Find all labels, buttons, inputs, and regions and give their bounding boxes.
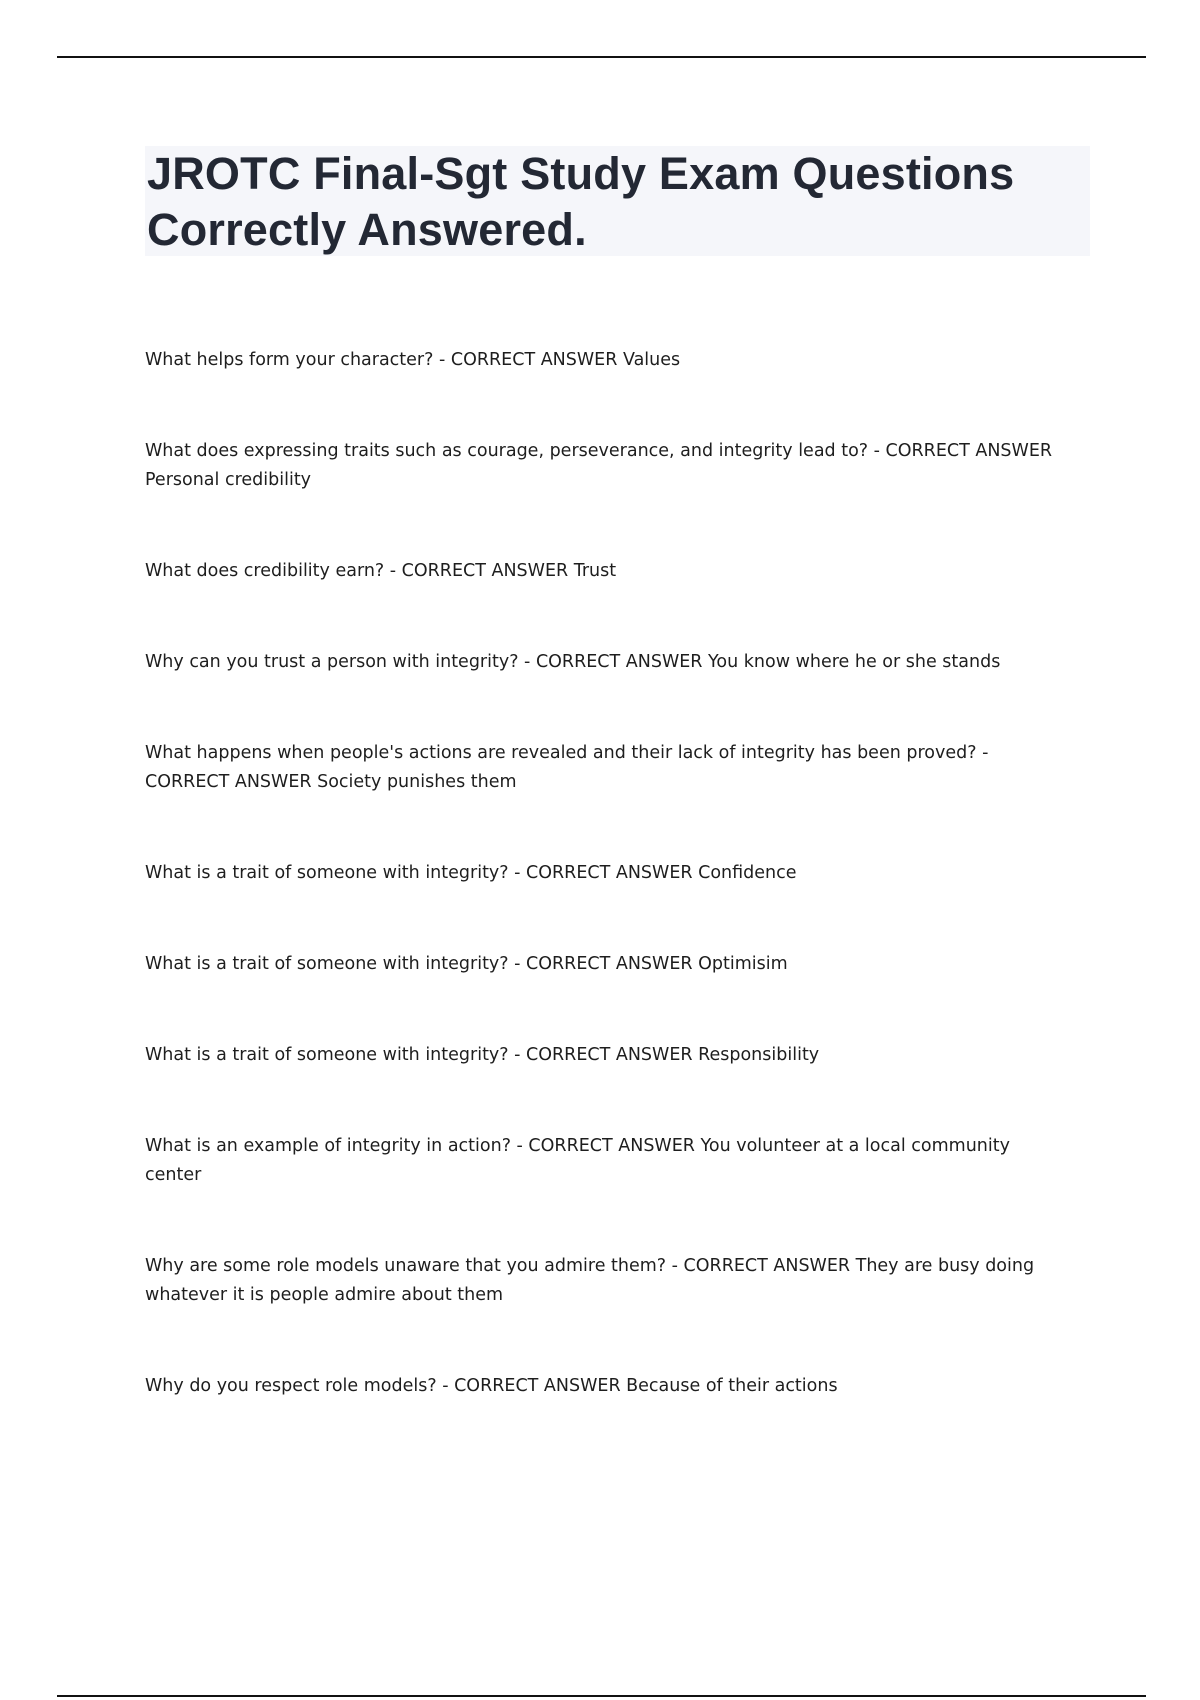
qa-text-line-1: What is an example of integrity in action? - CORRECT ANSWER You volunteer at a local community	[145, 1136, 1010, 1156]
qa-text: Why can you trust a person with integrity? - CORRECT ANSWER You know where he or she stands	[145, 652, 1001, 672]
qa-text-line-2: whatever it is people admire about them	[145, 1285, 504, 1305]
title-line-2: Correctly Answered.	[147, 204, 587, 255]
bottom-rule	[57, 1695, 1146, 1697]
qa-item-3	[145, 557, 1090, 586]
qa-item-7	[145, 950, 1090, 979]
qa-text-line-2: CORRECT ANSWER Society punishes them	[145, 772, 517, 792]
qa-text: Why do you respect role models? - CORRECT ANSWER Because of their actions	[145, 1376, 838, 1396]
qa-text: What is a trait of someone with integrity? - CORRECT ANSWER Optimisim	[145, 954, 788, 974]
qa-text-line-1: What happens when people's actions are revealed and their lack of integrity has been proved? -	[145, 743, 989, 763]
qa-item-1	[145, 346, 1090, 375]
qa-item-8	[145, 1041, 1090, 1070]
qa-text-line-1: Why are some role models unaware that you admire them? - CORRECT ANSWER They are busy doing	[145, 1256, 1035, 1276]
qa-text: What is a trait of someone with integrity? - CORRECT ANSWER Confidence	[145, 863, 797, 883]
title-line-1: JROTC Final-Sgt Study Exam Questions	[147, 148, 1015, 199]
qa-list	[145, 346, 1090, 1463]
qa-item-10	[145, 1252, 1090, 1310]
qa-item-9	[145, 1132, 1090, 1190]
qa-item-2	[145, 437, 1090, 495]
title-block	[145, 146, 1090, 256]
qa-item-6	[145, 859, 1090, 888]
qa-item-5	[145, 739, 1090, 797]
qa-item-4	[145, 648, 1090, 677]
top-rule	[57, 56, 1146, 58]
qa-text: What is a trait of someone with integrity? - CORRECT ANSWER Responsibility	[145, 1045, 820, 1065]
qa-text-line-2: Personal credibility	[145, 470, 312, 490]
qa-text-line-2: center	[145, 1165, 202, 1185]
qa-text: What helps form your character? - CORRECT ANSWER Values	[145, 350, 681, 370]
qa-text: What does credibility earn? - CORRECT ANSWER Trust	[145, 561, 617, 581]
qa-item-11	[145, 1372, 1090, 1401]
qa-text-line-1: What does expressing traits such as courage, perseverance, and integrity lead to? - CORRECT ANSWER	[145, 441, 1053, 461]
document-title	[145, 146, 1090, 258]
